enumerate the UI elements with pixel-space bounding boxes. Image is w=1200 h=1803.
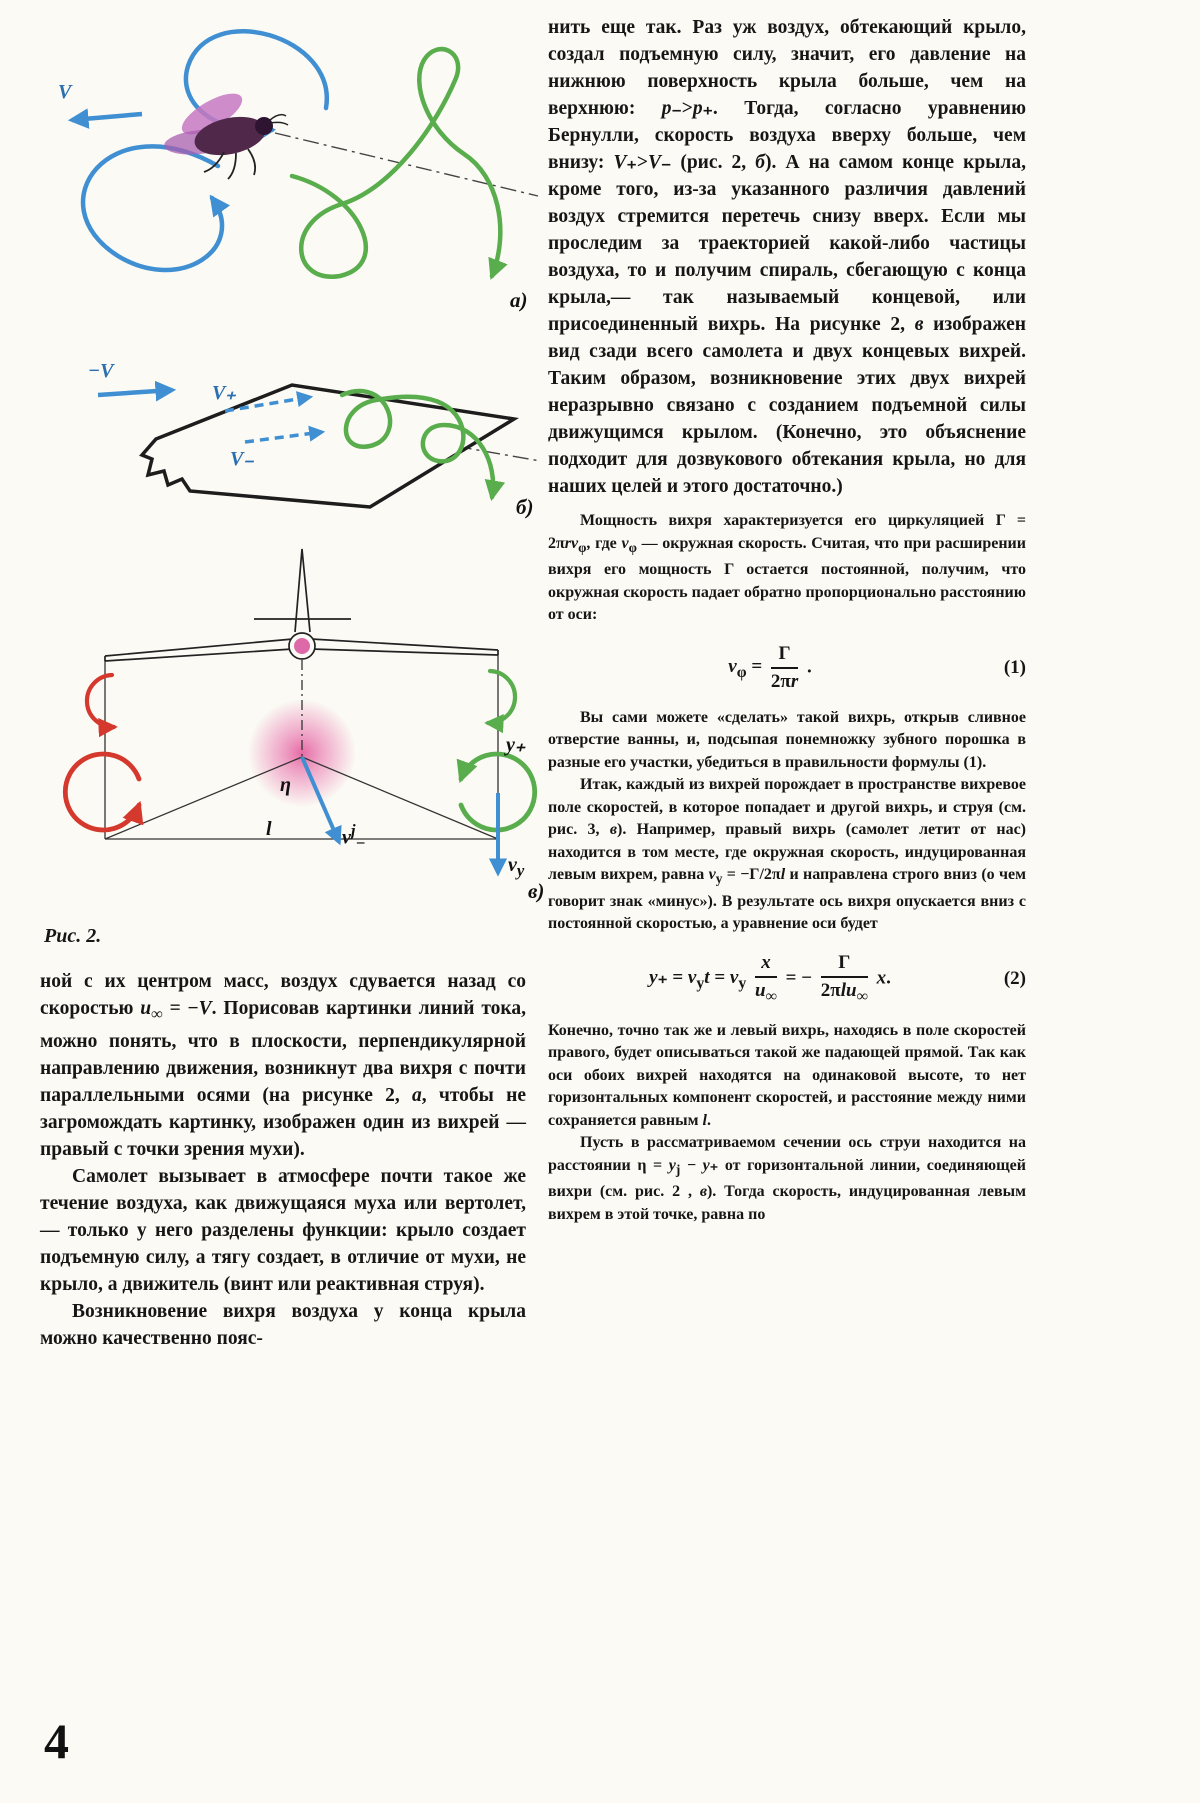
figure-2c-airplane-rear-view: [40, 539, 560, 909]
formula-2-fraction-1: $\frac{x}{u_\infty}$: [755, 951, 777, 1005]
fig-c-label-l: l: [266, 818, 272, 840]
left-paragraph-2: Самолет вызывает в атмосфере почти такое же течение воздуха, как движущаяся муха или вертолет,— только у него разделены функции: крыло создает подъемную силу, а тягу создает, в отличие от мухи, не крыло, а движитель (винт или реактивная струя).: [40, 1165, 526, 1295]
fig-b-label-minus-v: −V: [88, 360, 114, 382]
figure-caption: Рис. 2.: [44, 925, 102, 947]
formula-1-fraction: $\frac{\Gamma}{2\pi r}$: [770, 642, 799, 692]
formula-1-tail: .: [802, 656, 812, 678]
right-small-paragraph-3: Итак, каждый из вихрей порождает в пространстве вихревое поле скоростей, в которое попадает и другой вихрь, и струя (см. рис. 3, в). Например, правый вихрь (самолет летит от нас) находится в том месте, где окружная скорость, индуцированная левым вихрем, равна $v_y = -\Gamma/2\pi l$ и направлена строго вниз (о чем говорит знак «минус»). В результате ось вихря опускается вниз с постоянной скоростью, а уравнение оси будет: [548, 776, 1027, 933]
red-vortex-arc-small: [87, 675, 114, 727]
right-small-paragraph-1: Мощность вихря характеризуется его циркуляцией Γ = 2πrv$_\varphi$, где $v_\varphi$ — окружная скорость. Считая, что при расширении вихря его мощность Γ остается постоянной, получим, что окружная скорость падает обратно пропорционально расстоянию от оси:: [548, 512, 1026, 624]
formula-2-part-2: = −: [780, 967, 817, 989]
fig-c-tag: в): [528, 879, 545, 903]
fig-c-label-eta: η: [280, 774, 291, 796]
blue-vortex-loop-left: [83, 146, 222, 270]
flow-arrow-minus-v: [98, 390, 172, 395]
left-column: [40, 8, 545, 1352]
formula-2-part-3: x.: [876, 967, 891, 989]
fly-vortex-drawing: [40, 8, 540, 323]
right-small-paragraph-5: Пусть в рассматриваемом сечении ось струи находится на расстоянии $\eta = y_j - y_+$ от горизонтальной линии, соединяющей вихри (см. рис. 2 , в). Тогда скорость, индуцированная левым вихрем в этой точке, равна по: [548, 1134, 1026, 1223]
left-paragraph-1: ной с их центром масс, воздух сдувается назад со скоростью $u_\infty = -V$. Порисовав картинки линий тока, можно понять, что в плоскости, перпендикулярной направлению движения, возникнут два вихря с почти параллельными осями (на рисунке 2, а, чтобы не загромождать картинку, изображен один из вихрей — правый с точки зрения мухи).: [40, 971, 526, 1160]
right-small-paragraph-2: Вы сами можете «сделать» такой вихрь, открыв сливное отверстие ванны, и, подсыпая понемножку зубного порошка в разные его участки, убедиться в правильности формулы (1).: [548, 708, 1026, 771]
page-number: 4: [44, 1713, 69, 1769]
formula-1-lhs: $v_\varphi$ =: [728, 656, 767, 681]
right-column: [548, 14, 1026, 1226]
figure-2b-wing-plate: [40, 339, 540, 529]
formula-2-part-1: $y_+ = v_yt = v_y$: [649, 967, 747, 992]
right-lead-paragraph: нить еще так. Раз уж воздух, обтекающий крыло, создал подъемную силу, значит, его давление на нижнюю поверхность крыла больше, чем на верхнюю: p₋>p₊. Тогда, согласно уравнению Бернулли, скорость воздуха вверху больше, чем внизу: V₊>V₋ (рис. 2, б). А на самом конце крыла, кроме того, из-за указанного различия давлений воздух стремится перетечь снизу вверх. Если мы проследим за траекторией какой-либо частицы воздуха, то и получим спираль, сбегающую с конца крыла,— так называемый концевой, или присоединенный вихрь. На рисунке 2, в изображен вид сзади всего самолета и двух концевых вихрей. Таким образом, возникновение этих двух вихрей неразрывно связано с созданием подъемной силы движущимся крылом. (Конечно, это объяснение подходит для дозвукового обтекания крыла, но для наших целей и этого достаточно.): [548, 17, 1027, 497]
formula-2-number: (2): [1003, 967, 1026, 989]
formula-2-fraction-2: $\frac{\Gamma}{2\pi lu_\infty}$: [820, 951, 868, 1005]
fig-c-label-v-j: $v^j_-$: [342, 821, 366, 853]
fig-a-label-v: V: [58, 81, 72, 103]
airplane-vortex-drawing: [40, 539, 560, 909]
fig-c-label-y-plus: y₊: [506, 734, 526, 756]
fig-b-label-v-plus: V₊: [212, 382, 236, 404]
left-paragraph-3: Возникновение вихря воздуха у конца крыла можно качественно пояс-: [40, 1300, 526, 1349]
fig-b-label-v-minus: V₋: [230, 448, 254, 470]
red-vortex-circle: [65, 754, 139, 830]
fuselage-stream-dot: [294, 638, 310, 654]
fig-b-tag: б): [516, 495, 534, 519]
figure-2a-fly-vortices: [40, 8, 540, 323]
right-small-paragraph-4: Конечно, точно так же и левый вихрь, находясь в поле скоростей правого, будет описываться такой же падающей прямой. Так как оси обоих вихрей находятся на одинаковой высоте, то нет горизонтальных компонент скоростей, и расстояние между ними сохраняется равным l.: [548, 1021, 1026, 1129]
velocity-arrow-v: [72, 114, 142, 120]
wing-plate-outline: [142, 382, 514, 507]
formula-2: [548, 952, 1026, 1006]
formula-1: [548, 643, 1026, 693]
fly-illustration: [163, 86, 288, 179]
fig-a-tag: а): [510, 288, 528, 312]
green-vortex-arc-small: [488, 671, 515, 723]
wing-plate-drawing: [40, 339, 540, 529]
fig-c-label-v-y: $v_y$: [508, 854, 525, 880]
formula-1-number: (1): [1003, 656, 1026, 678]
